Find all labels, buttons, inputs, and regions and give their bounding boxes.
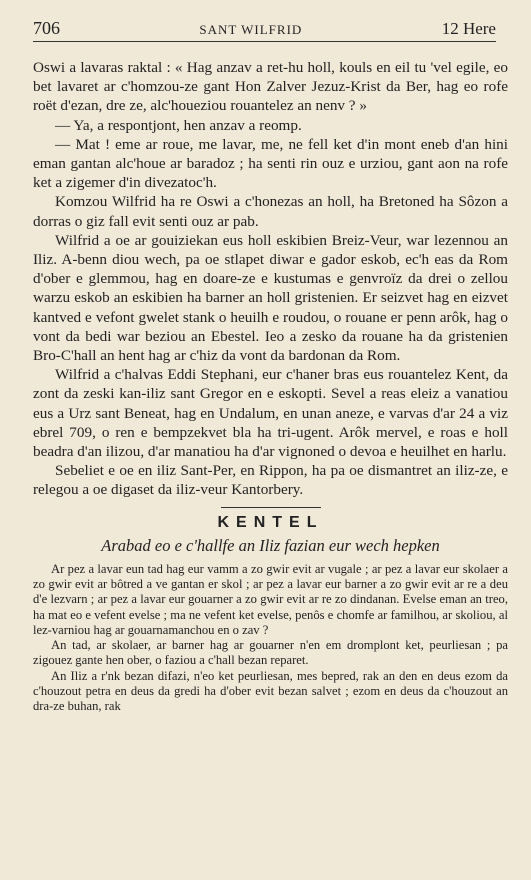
page-number: 706 — [33, 18, 60, 38]
main-text — [33, 58, 508, 500]
paragraph: — Ya, a respontjont, hen anzav a reomp. — [55, 116, 302, 134]
paragraph: Wilfrid a oe ar gouiziekan eus holl eskibien Breiz-Veur, war lezennou an Iliz. A-benn diou wech, pa oe stlapet diwar e gador eskob, ec'h eas da Rom d'ober e glemmou, hag en doare-ze e kustumas e genvroïz da drei o zellou warzu eskob an eskibien ha barner an holl gristenien. Er seizvet hag en eizvet kantved e vefont gwelet stank o heuilh e roudou, o rouane er penn arôk, hag o vont da bedi war beziou an Ebestel. Ieo a zesko da rouane ha da gristenien Bro-C'hall an hent hag ar c'hiz da vont da bardonan da Rom. — [33, 231, 508, 365]
kentel-paragraph: An Iliz a r'nk bezan difazi, n'eo ket peurliesan, mes bepred, rak an den en deus ezom da c'houzout petra en deus da gredi ha d'ober evit bezan salvet ; ezom en deus da c'houzout an dra-ze buhan, rak — [33, 668, 508, 714]
kentel-text — [33, 562, 508, 715]
page-header — [33, 18, 496, 42]
paragraph: Sebeliet e oe en iliz Sant-Per, en Rippon, ha pa oe dismantret an iliz-ze, e relegou a oe digaset da iliz-veur Kantorbery. — [33, 462, 508, 499]
section-divider — [221, 507, 321, 508]
paragraph: — Mat ! eme ar roue, me lavar, me, ne fell ket d'in mont eneb d'an hini eman gantan alc'houe ar baradoz ; ha senti rin ouz e urziou, gant aon na rofe ket a zigemer d'in divezatoc'h. — [33, 135, 508, 192]
kentel-heading: KENTEL — [217, 513, 324, 531]
running-title: SANT WILFRID — [199, 22, 303, 37]
paragraph: Oswi a lavaras raktal : « Hag anzav a ret-hu holl, kouls en eil tu 'vel egile, eo bet lavaret ar c'homzou-ze gant Hon Zalver Jezuz-Krist da Ber, hag eo rofe roët d'ezan, dre ze, alc'houeziou rouantelez an nenv ? » — [33, 59, 508, 115]
section-label: 12 Here — [441, 19, 496, 38]
paragraph: Wilfrid a c'halvas Eddi Stephani, eur c'haner bras eus rouantelez Kent, da zont da zeski kan-iliz sant Gregor en e eskopti. Sevel a reas eleiz a vanatiou eus a Urz sant Beneat, hag en Undalum, en unan aneze, e varvas d'ar 24 a viz ebrel 709, o ren e bempzekvet bla ha tri-ugent. Arôk mervel, e roas e holl beadra d'an ilizou, d'ar manatiou ha d'ar vignoned o devoa e heuilhet en harlu. — [33, 366, 508, 461]
kentel-subtitle: Arabad eo e c'hallfe an Iliz fazian eur wech hepken — [101, 535, 440, 555]
kentel-paragraph: An tad, ar skolaer, ar barner hag ar gouarner n'en em dromplont ket, peurliesan ; pa zigouez gante hen ober, o faziou a c'hall bezan reparet. — [33, 638, 508, 668]
paragraph: Komzou Wilfrid ha re Oswi a c'honezas an holl, ha Bretoned ha Sôzon a dorras o giz fall evit senti ouz ar pab. — [33, 193, 508, 230]
kentel-paragraph: Ar pez a lavar eun tad hag eur vamm a zo gwir evit ar vugale ; ar pez a lavar eur skolaer a zo gwir evit ar bôtred a ve gantan er skol ; ar pez a lavar eur barner a zo gwir evit ar re a deu d'e lezvarn ; ar pez a lavar eur gouarner a zo gwir evit ar re zo dindanan. Evelse eman an treo, ha mat eo e vefent evelse ; ma ne vefent ket evelse, penôs e chomfe ar familhou, ar skoliou, al lez-varniou hag ar gouarnamanchou en o zav ? — [33, 561, 508, 637]
